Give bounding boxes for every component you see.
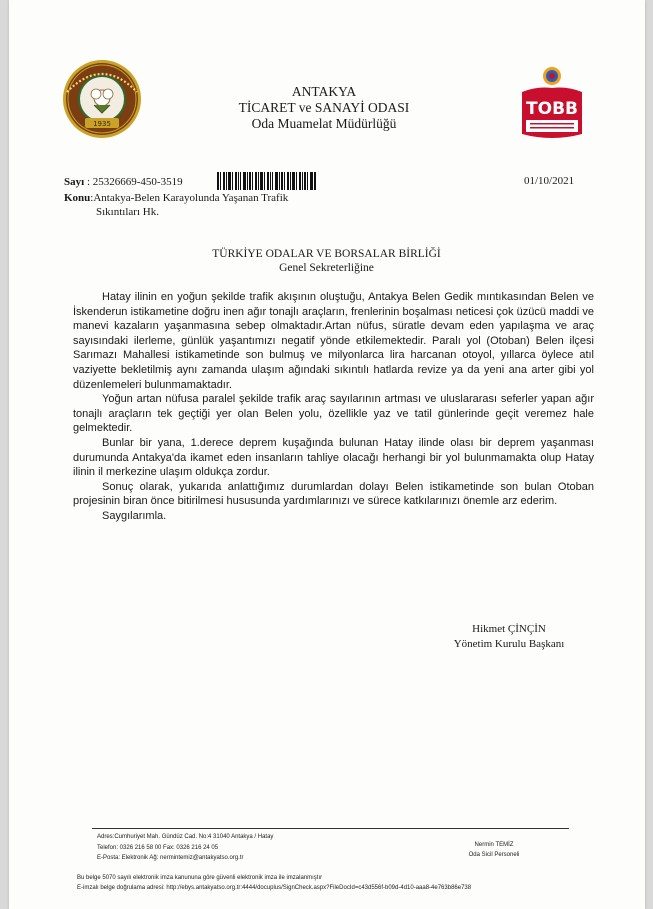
signer-name: Hikmet ÇİNÇİN — [472, 623, 546, 635]
esign-note: Bu belge 5070 sayılı elektronik imza kanununa göre güvenli elektronik imza ile imzalanmıştır — [77, 875, 323, 881]
signer-title: Yönetim Kurulu Başkanı — [453, 637, 565, 650]
letterhead-chamber: TİCARET ve SANAYİ ODASI — [238, 100, 410, 115]
document-number — [64, 176, 183, 188]
body-paragraph-3: Bunlar bir yana, 1.derece deprem kuşağında bulunan Hatay ilinde olası bir deprem yaşanması durumunda Antakya'da ikamet eden insanların tahliye olacağı herhangi bir yol bulunmamakta olup Hatay ilinin il merkezine ulaşım oldukça zordur. — [73, 436, 594, 479]
chamber-seal-logo — [61, 58, 143, 140]
svg-text:1935: 1935 — [93, 120, 111, 128]
document-date: 01/10/2021 — [524, 175, 575, 187]
barcode — [217, 172, 317, 190]
footer-divider — [92, 828, 569, 829]
letterhead-city: ANTAKYA — [291, 84, 357, 99]
letter-body — [73, 290, 594, 524]
document-subject — [64, 191, 364, 219]
letterhead-department: Oda Muamelat Müdürlüğü — [251, 116, 397, 131]
closing-greeting: Saygılarımla. — [102, 509, 167, 522]
staff-title: Oda Sicil Personeli — [468, 852, 520, 858]
recipient-block — [0, 247, 653, 275]
recipient-org: TÜRKİYE ODALAR VE BORSALAR BİRLİĞİ — [212, 248, 441, 260]
footer-esign — [77, 873, 471, 893]
konu-value-line2: Sıkıntıları Hk. — [96, 206, 159, 218]
sayi-value: : 25326669-450-3519 — [86, 176, 183, 188]
body-paragraph-1: Hatay ilinin en yoğun şekilde trafik akışının oluştuğu, Antakya Belen Gedik mıntıkasından Belen ve İskenderun istikametine doğru inen ağır tonajlı araçların, frenlerinin boşalması neticesi çok üzücü maddi ve manevi kazaların yaşanmasına sebep olmaktadır.Artan nüfus, süratle devam eden yapılaşma ve araç sayısındaki ilerleme, günlük yaşantımızı negatif yönde etkilemektedir. Paralı yol (Otoban) Belen ilçesi Sarımazı Mahallesi istikametinde son bulmuş ve milyonlarca lira harcanan otoyol, yıllarca öylece atıl vaziyette bekletilmiş aynı zamanda ulaşım ağındaki sıkıntılı hatlarda revize ya da yeni ana arter gibi yol düzenlemeleri bulunmamaktadır. — [73, 291, 594, 391]
konu-value: :Antakya-Belen Karayolunda Yaşanan Trafik — [90, 192, 289, 204]
verify-url: E-imzalı belge doğrulama adresi: http://ebys.antakyatso.org.tr:4444/docuplus/SignCheck.aspx?FileDocId=c43d556f-b09d-4d10-aaa8-4e763b86e738 — [77, 885, 472, 891]
konu-label: Konu — [64, 192, 91, 204]
svg-text:TOBB: TOBB — [526, 99, 578, 119]
body-paragraph-4: Sonuç olarak, yukarıda anlattığımız durumlardan dolayı Belen istikametinde son bulan Otoban projesinin biran önce bitirilmesi hususunda yardımlarınızı ve sürece katkılarınızı önemle arz ederim. — [73, 480, 594, 508]
footer-staff — [464, 840, 524, 860]
footer-address: Adres:Cumhuriyet Mah. Gündüz Cad. No:4 31040 Antakya / Hatay — [97, 834, 274, 840]
footer-contact — [97, 832, 273, 864]
recipient-dept: Genel Sekreterliğine — [279, 262, 374, 274]
footer-phone: Telefon: 0326 216 58 00 Fax: 0326 216 24 05 — [97, 844, 219, 851]
sayi-label: Sayı — [64, 176, 85, 188]
letterhead — [199, 84, 449, 132]
signature-block — [409, 622, 609, 651]
document-page — [9, 0, 645, 909]
footer-email: E-Posta: Elektronik Ağ: nermintemiz@antakyatso.org.tr — [97, 855, 244, 861]
body-paragraph-2: Yoğun artan nüfusa paralel şekilde trafik araç sayılarının artması ve uluslararası seferler yapan ağır tonajlı araçların tek geçtiği yer olan Belen yolu, özellikle yaz ve tatil günlerinde geçit veremez hale gelmektedir. — [73, 393, 594, 435]
staff-name: Nermin TEMİZ — [474, 842, 514, 848]
tobb-accredited-logo — [512, 62, 592, 142]
